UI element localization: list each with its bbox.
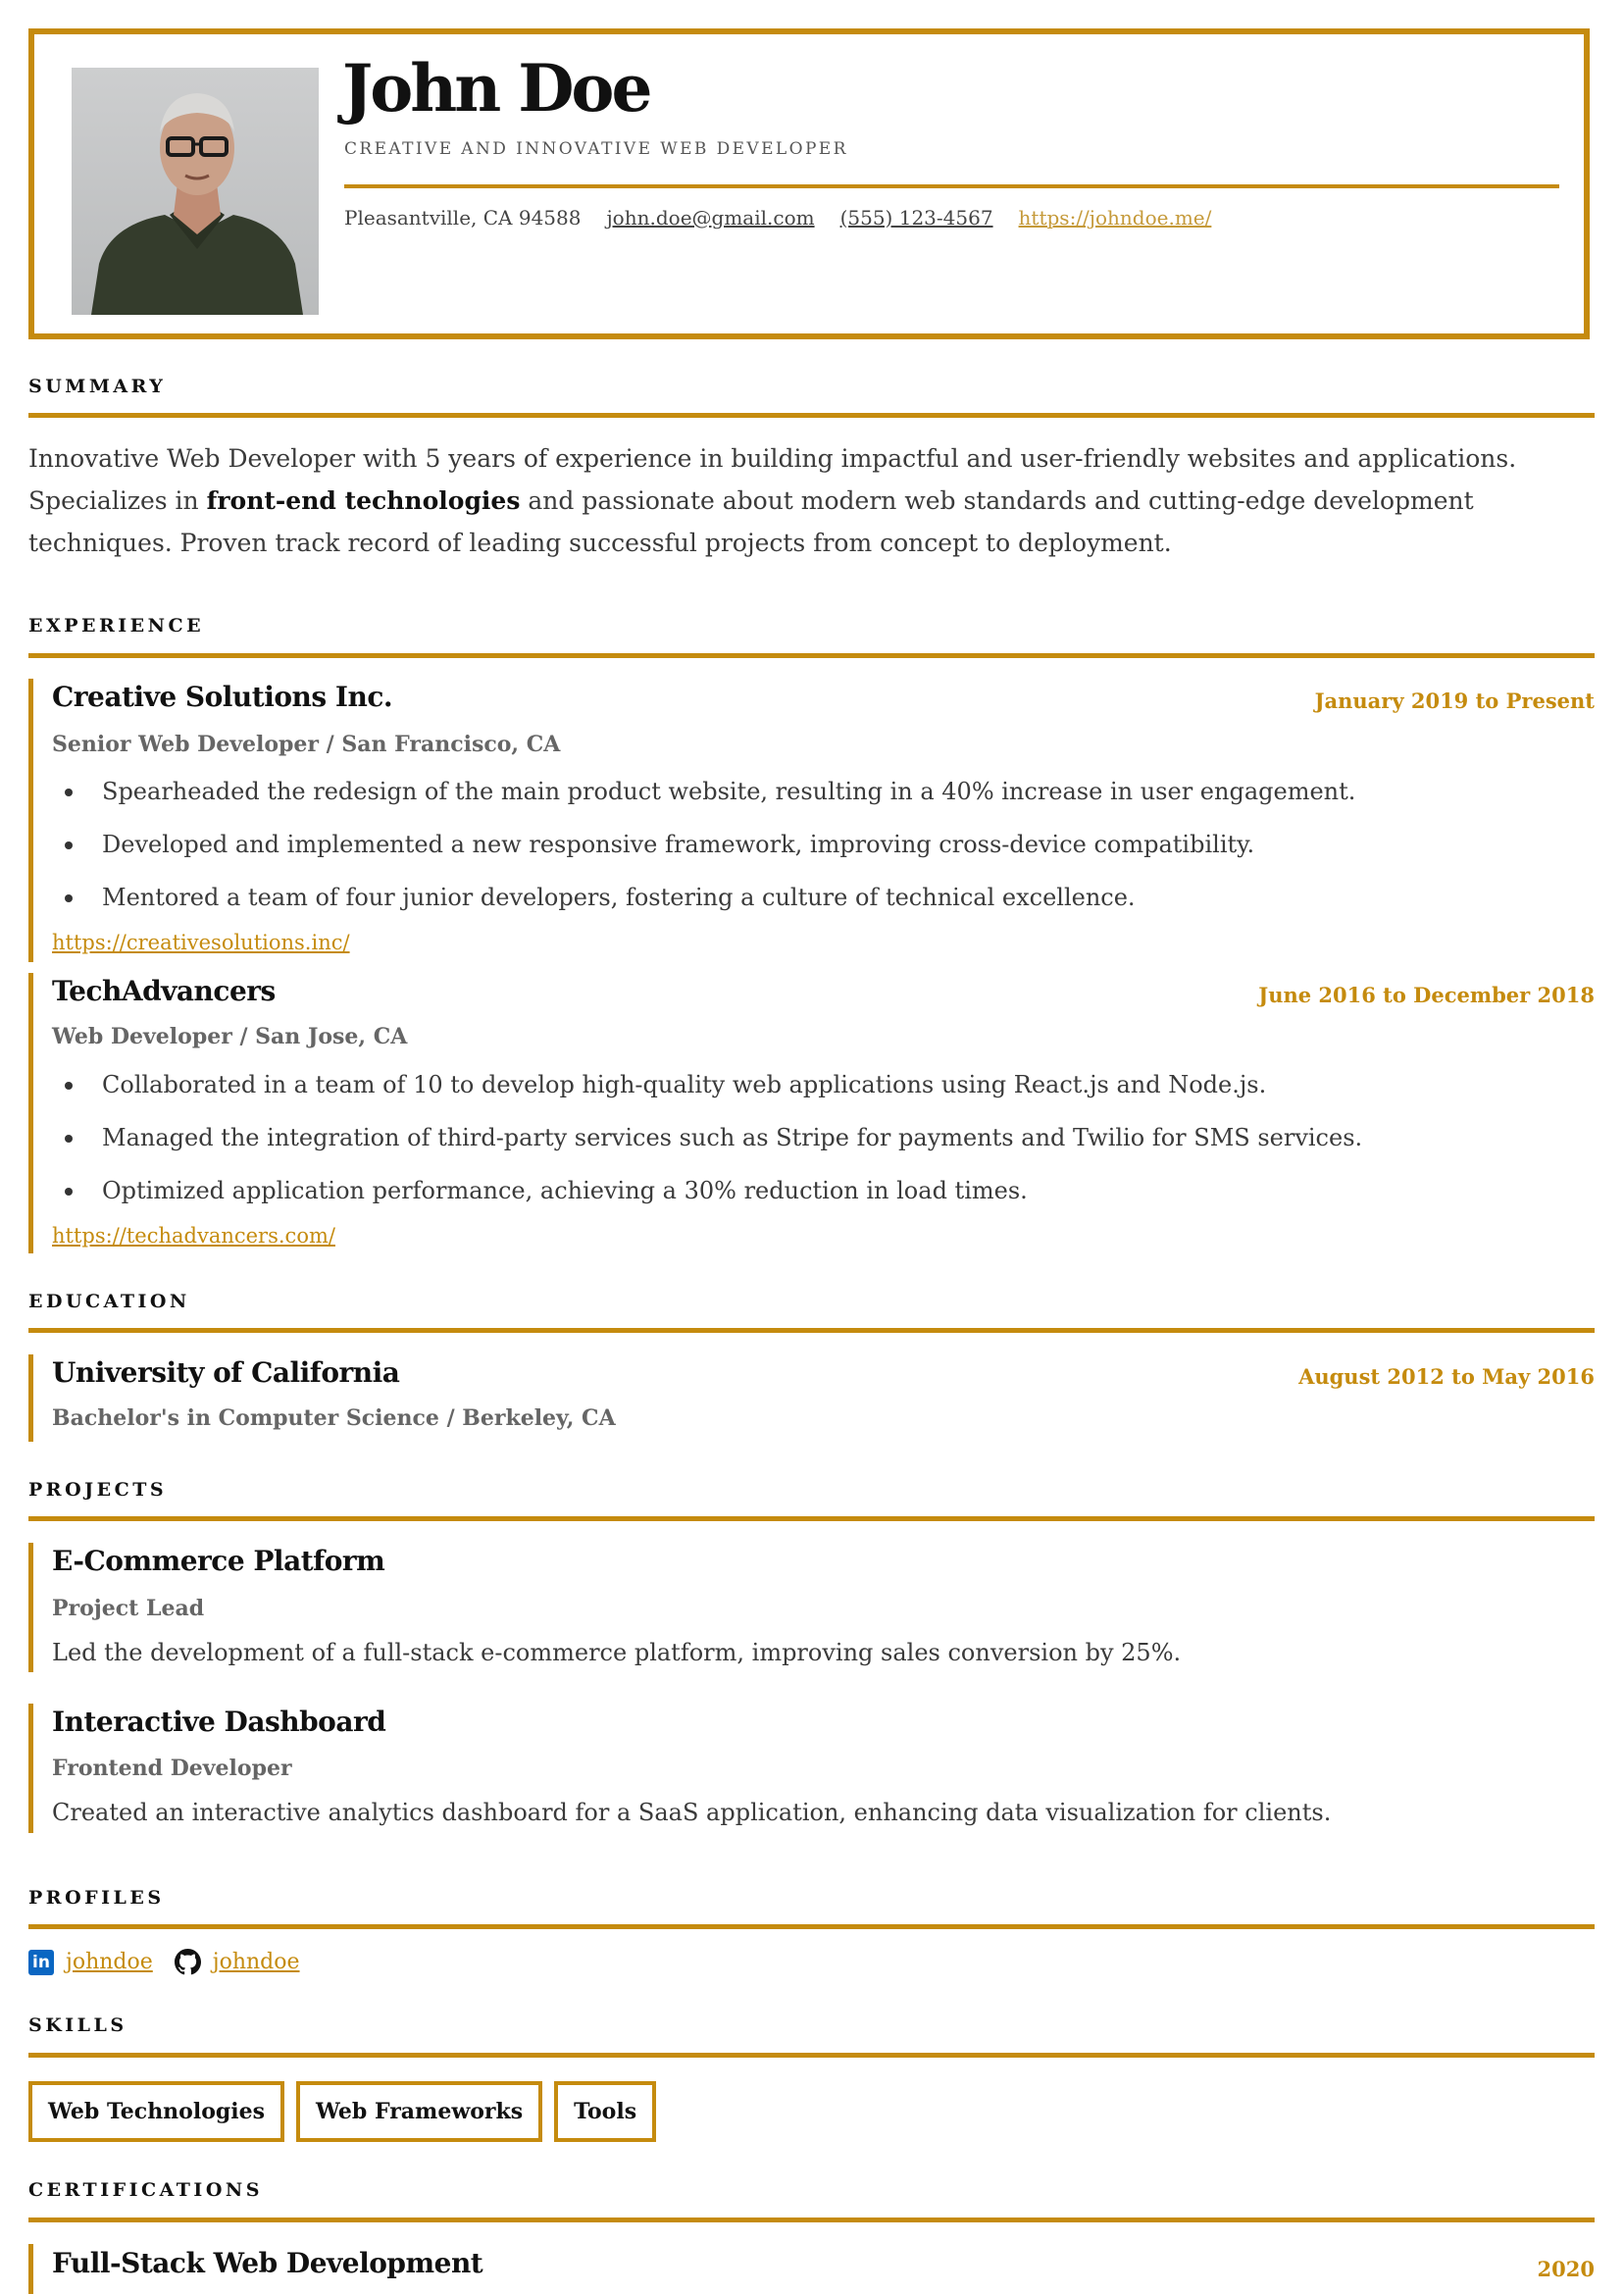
bullet-icon xyxy=(65,1082,73,1090)
experience-entry xyxy=(28,973,1595,1253)
education-entry xyxy=(28,1354,1595,1442)
entry-date: June 2016 to December 2018 xyxy=(1258,983,1595,1007)
project-description: Created an interactive analytics dashboard for a SaaS application, enhancing data visualization for clients. xyxy=(52,1799,1332,1826)
section-divider xyxy=(28,2218,1595,2222)
experience-entry xyxy=(28,679,1595,962)
bullet-text: Developed and implemented a new responsive framework, improving cross-device compatibility. xyxy=(102,831,1255,858)
section-title-summary: SUMMARY xyxy=(28,376,167,397)
bullet-icon xyxy=(65,894,73,902)
bullet-icon xyxy=(65,1188,73,1196)
project-description: Led the development of a full-stack e-commerce platform, improving sales conversion by 25%. xyxy=(52,1639,1182,1666)
entry-date: January 2019 to Present xyxy=(1314,688,1595,713)
list-item xyxy=(57,1164,1587,1217)
entry-company: TechAdvancers xyxy=(52,975,276,1007)
list-item xyxy=(57,1058,1587,1111)
bullet-icon xyxy=(65,841,73,849)
website-link[interactable]: https://johndoe.me/ xyxy=(1018,206,1212,229)
summary-highlight: front-end technologies xyxy=(206,486,521,515)
header-card xyxy=(28,28,1590,339)
section-divider xyxy=(28,413,1595,418)
entry-institution: University of California xyxy=(52,1356,400,1389)
bullet-text: Mentored a team of four junior developers, fostering a culture of technical excellence. xyxy=(102,884,1136,911)
certification-name: Full-Stack Web Development xyxy=(52,2247,483,2279)
entry-date: 2020 xyxy=(1537,2257,1595,2281)
company-link[interactable]: https://creativesolutions.inc/ xyxy=(52,931,350,954)
bullet-icon xyxy=(65,1135,73,1143)
section-divider xyxy=(28,1328,1595,1333)
section-title-certifications: CERTIFICATIONS xyxy=(28,2179,263,2201)
section-divider xyxy=(28,653,1595,658)
bullet-text: Spearheaded the redesign of the main product website, resulting in a 40% increase in user engagement. xyxy=(102,778,1356,805)
candidate-headline: CREATIVE AND INNOVATIVE WEB DEVELOPER xyxy=(344,139,848,159)
summary-text xyxy=(28,437,1588,564)
project-name: E-Commerce Platform xyxy=(52,1545,385,1577)
section-title-skills: SKILLS xyxy=(28,2014,127,2036)
list-item xyxy=(57,1111,1587,1164)
email-link[interactable]: john.doe@gmail.com xyxy=(606,206,815,229)
entry-position: Senior Web Developer / San Francisco, CA xyxy=(52,732,561,757)
phone-link[interactable]: (555) 123-4567 xyxy=(839,206,993,229)
skill-tag: Web Frameworks xyxy=(296,2081,542,2142)
section-divider xyxy=(28,1516,1595,1521)
section-divider xyxy=(28,1924,1595,1929)
entry-date: August 2012 to May 2016 xyxy=(1298,1364,1595,1389)
certification-entry xyxy=(28,2244,1595,2294)
bullet-text: Managed the integration of third-party services such as Stripe for payments and Twilio for SMS services. xyxy=(102,1124,1363,1151)
list-item xyxy=(57,765,1587,818)
github-icon xyxy=(175,1949,201,1975)
entry-bullets xyxy=(57,1058,1587,1217)
linkedin-profile-link[interactable]: johndoe xyxy=(66,1950,153,1974)
project-entry xyxy=(28,1543,1595,1672)
project-name: Interactive Dashboard xyxy=(52,1706,386,1738)
project-entry xyxy=(28,1704,1595,1833)
github-profile-link[interactable]: johndoe xyxy=(212,1950,300,1974)
skill-tag: Web Technologies xyxy=(28,2081,284,2142)
bullet-text: Collaborated in a team of 10 to develop high-quality web applications using React.js and Node.js. xyxy=(102,1071,1267,1098)
summary-part: Innovative Web Developer with 5 years of experience in building impactful and user-friendly websites and applications. Specializes in xyxy=(28,444,1517,515)
entry-degree: Bachelor's in Computer Science / Berkeley, CA xyxy=(52,1405,616,1431)
section-title-profiles: PROFILES xyxy=(28,1887,165,1909)
linkedin-icon: in xyxy=(28,1950,54,1975)
contact-info xyxy=(344,206,1211,229)
header-divider xyxy=(344,184,1559,188)
entry-position: Web Developer / San Jose, CA xyxy=(52,1024,408,1049)
company-link[interactable]: https://techadvancers.com/ xyxy=(52,1224,335,1248)
bullet-icon xyxy=(65,789,73,796)
bullet-text: Optimized application performance, achieving a 30% reduction in load times. xyxy=(102,1177,1028,1204)
section-title-education: EDUCATION xyxy=(28,1291,190,1312)
list-item xyxy=(57,871,1587,924)
project-role: Project Lead xyxy=(52,1596,205,1621)
section-title-projects: PROJECTS xyxy=(28,1479,168,1501)
profiles-list xyxy=(28,1949,300,1975)
skill-tag: Tools xyxy=(554,2081,656,2142)
profile-photo xyxy=(72,68,319,315)
project-role: Frontend Developer xyxy=(52,1756,292,1781)
summary-part: and passionate about modern web standards and cutting-edge development techniques. Proven track record of leading successful projects from concept to deployment. xyxy=(28,486,1474,557)
entry-bullets xyxy=(57,765,1587,924)
skills-list xyxy=(28,2081,656,2142)
section-divider xyxy=(28,2053,1595,2058)
section-title-experience: EXPERIENCE xyxy=(28,615,205,637)
entry-company: Creative Solutions Inc. xyxy=(52,681,393,713)
list-item xyxy=(57,818,1587,871)
candidate-name: John Doe xyxy=(342,50,650,127)
location-text: Pleasantville, CA 94588 xyxy=(344,206,582,229)
